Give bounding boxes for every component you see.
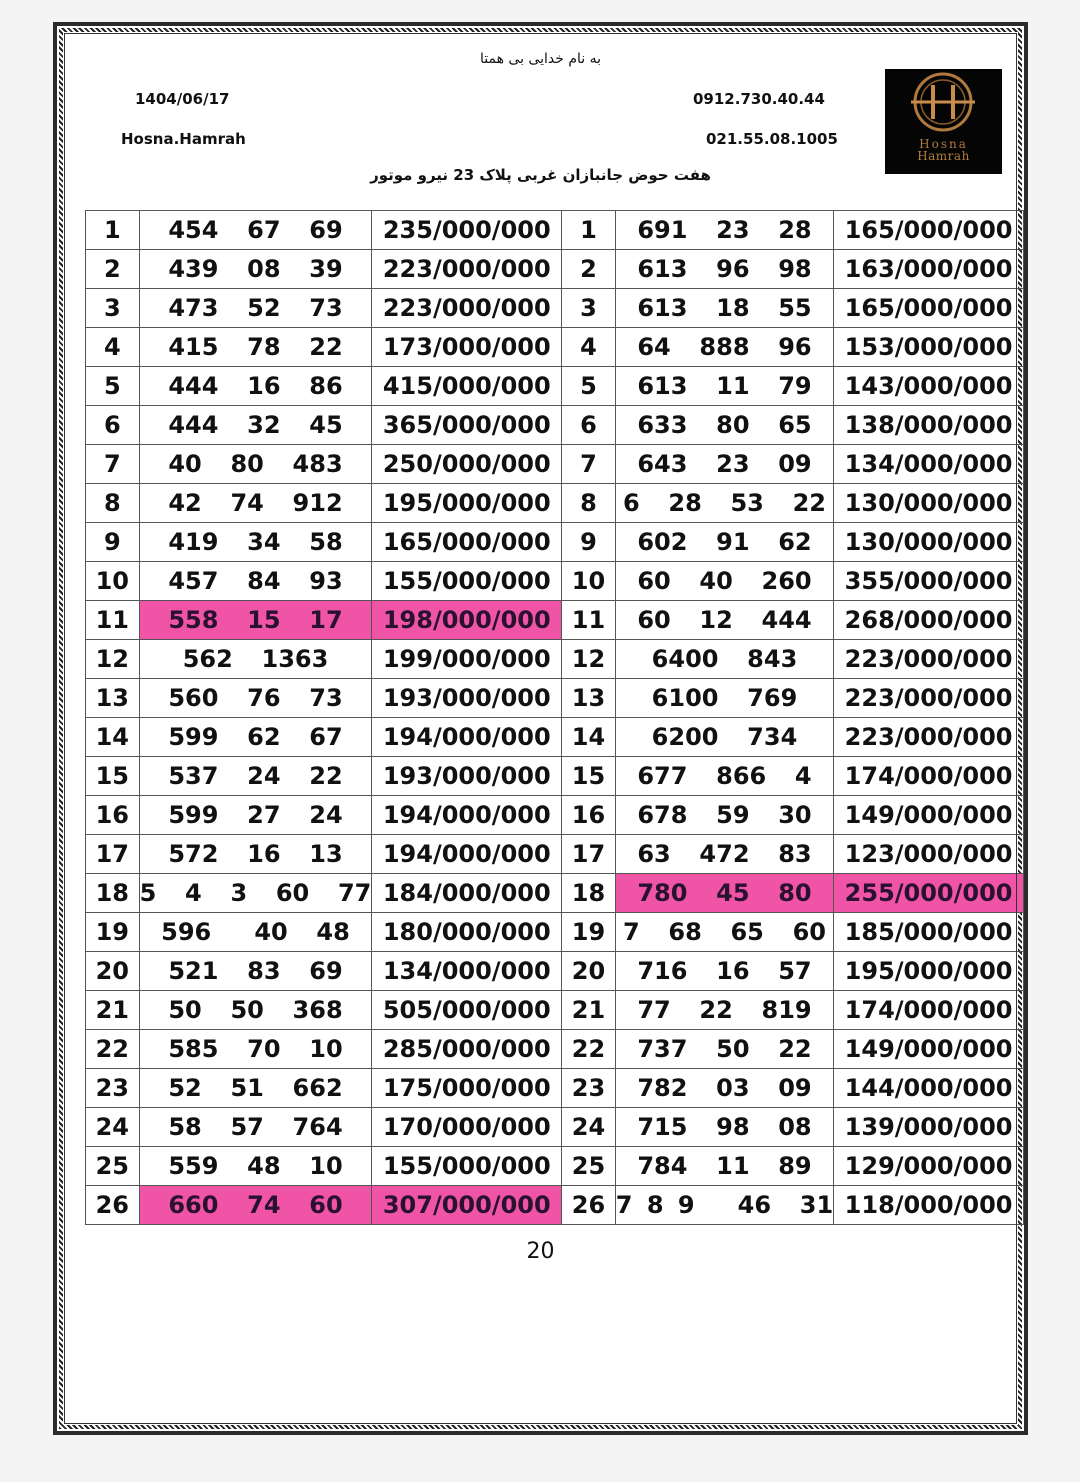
- plate-number-right: 602 91 62: [615, 523, 833, 562]
- landline-phone: 021.55.08.1005: [706, 130, 838, 148]
- plate-number-left: 42 74 912: [139, 484, 372, 523]
- row-number-right: 1: [562, 211, 616, 250]
- table-row: [86, 1147, 1024, 1186]
- row-number-left: 9: [86, 523, 140, 562]
- plate-number-left: 58 57 764: [139, 1108, 372, 1147]
- plate-number-right: 782 03 09: [615, 1069, 833, 1108]
- row-number-right: 15: [562, 757, 616, 796]
- price-right: 163/000/000: [834, 250, 1024, 289]
- plate-number-right: 784 11 89: [615, 1147, 833, 1186]
- table-row: [86, 523, 1024, 562]
- document-page: [53, 22, 1028, 1435]
- price-left: 223/000/000: [372, 289, 562, 328]
- row-number-left: 8: [86, 484, 140, 523]
- table-row: [86, 874, 1024, 913]
- row-number-right: 3: [562, 289, 616, 328]
- row-number-right: 13: [562, 679, 616, 718]
- price-left: 194/000/000: [372, 718, 562, 757]
- plate-number-right: 613 18 55: [615, 289, 833, 328]
- row-number-left: 1: [86, 211, 140, 250]
- logo-text-hosna: Hosna: [919, 137, 968, 151]
- logo-emblem-icon: [885, 69, 1002, 174]
- plate-number-left: 50 50 368: [139, 991, 372, 1030]
- plate-number-right: 7 8 9 46 31: [615, 1186, 833, 1225]
- row-number-left: 17: [86, 835, 140, 874]
- row-number-left: 4: [86, 328, 140, 367]
- row-number-left: 22: [86, 1030, 140, 1069]
- plate-number-left: 40 80 483: [139, 445, 372, 484]
- price-right: 185/000/000: [834, 913, 1024, 952]
- row-number-left: 3: [86, 289, 140, 328]
- row-number-right: 2: [562, 250, 616, 289]
- row-number-right: 18: [562, 874, 616, 913]
- plate-number-left: 585 70 10: [139, 1030, 372, 1069]
- price-left: 184/000/000: [372, 874, 562, 913]
- plate-number-left: 560 76 73: [139, 679, 372, 718]
- price-right: 355/000/000: [834, 562, 1024, 601]
- page-number: 20: [526, 1239, 555, 1264]
- plate-number-left: 444 32 45: [139, 406, 372, 445]
- table-row: [86, 835, 1024, 874]
- table-row: [86, 718, 1024, 757]
- table-row: [86, 250, 1024, 289]
- row-number-right: 5: [562, 367, 616, 406]
- row-number-right: 20: [562, 952, 616, 991]
- table-row: [86, 484, 1024, 523]
- plate-number-right: 60 40 260: [615, 562, 833, 601]
- price-left: 365/000/000: [372, 406, 562, 445]
- table-row: [86, 1108, 1024, 1147]
- row-number-right: 10: [562, 562, 616, 601]
- plate-number-left: 444 16 86: [139, 367, 372, 406]
- table-row: [86, 367, 1024, 406]
- row-number-right: 7: [562, 445, 616, 484]
- plate-number-right: 715 98 08: [615, 1108, 833, 1147]
- price-left: 199/000/000: [372, 640, 562, 679]
- table-row: [86, 328, 1024, 367]
- row-number-right: 12: [562, 640, 616, 679]
- plate-number-left: 419 34 58: [139, 523, 372, 562]
- price-left: 175/000/000: [372, 1069, 562, 1108]
- price-left: 193/000/000: [372, 757, 562, 796]
- plate-number-right: 613 11 79: [615, 367, 833, 406]
- row-number-left: 21: [86, 991, 140, 1030]
- plate-number-right: 60 12 444: [615, 601, 833, 640]
- plate-price-table: [85, 210, 1024, 1225]
- price-right: 153/000/000: [834, 328, 1024, 367]
- price-left: 180/000/000: [372, 913, 562, 952]
- row-number-right: 17: [562, 835, 616, 874]
- price-left: 155/000/000: [372, 562, 562, 601]
- price-right: 149/000/000: [834, 1030, 1024, 1069]
- price-left: 195/000/000: [372, 484, 562, 523]
- price-left: 194/000/000: [372, 796, 562, 835]
- table-row: [86, 952, 1024, 991]
- row-number-left: 13: [86, 679, 140, 718]
- plate-number-right: 737 50 22: [615, 1030, 833, 1069]
- plate-number-left: 52 51 662: [139, 1069, 372, 1108]
- row-number-right: 24: [562, 1108, 616, 1147]
- row-number-left: 24: [86, 1108, 140, 1147]
- row-number-left: 19: [86, 913, 140, 952]
- price-right: 138/000/000: [834, 406, 1024, 445]
- plate-number-left: 439 08 39: [139, 250, 372, 289]
- plate-number-left: 558 15 17: [139, 601, 372, 640]
- row-number-right: 26: [562, 1186, 616, 1225]
- row-number-left: 18: [86, 874, 140, 913]
- plate-number-left: 559 48 10: [139, 1147, 372, 1186]
- row-number-left: 26: [86, 1186, 140, 1225]
- plate-number-left: 457 84 93: [139, 562, 372, 601]
- plate-number-right: 716 16 57: [615, 952, 833, 991]
- company-name: Hosna.Hamrah: [121, 130, 246, 148]
- hosna-hamrah-logo: [885, 69, 1002, 174]
- row-number-left: 6: [86, 406, 140, 445]
- plate-number-right: 64 888 96: [615, 328, 833, 367]
- price-right: 268/000/000: [834, 601, 1024, 640]
- price-right: 130/000/000: [834, 484, 1024, 523]
- price-right: 123/000/000: [834, 835, 1024, 874]
- price-left: 307/000/000: [372, 1186, 562, 1225]
- price-left: 415/000/000: [372, 367, 562, 406]
- plate-number-left: 660 74 60: [139, 1186, 372, 1225]
- document-date: 1404/06/17: [135, 90, 230, 108]
- plate-number-left: 5 4 3 60 77: [139, 874, 372, 913]
- row-number-left: 14: [86, 718, 140, 757]
- table-row: [86, 211, 1024, 250]
- table-row: [86, 913, 1024, 952]
- table-row: [86, 991, 1024, 1030]
- row-number-right: 16: [562, 796, 616, 835]
- plate-number-right: 6 28 53 22: [615, 484, 833, 523]
- price-right: 255/000/000: [834, 874, 1024, 913]
- row-number-right: 25: [562, 1147, 616, 1186]
- plate-number-right: 77 22 819: [615, 991, 833, 1030]
- table-row: [86, 1030, 1024, 1069]
- table-row: [86, 289, 1024, 328]
- price-left: 285/000/000: [372, 1030, 562, 1069]
- table-row: [86, 640, 1024, 679]
- plate-number-right: 677 866 4: [615, 757, 833, 796]
- plate-number-right: 7 68 65 60: [615, 913, 833, 952]
- plate-number-right: 678 59 30: [615, 796, 833, 835]
- plate-number-right: 691 23 28: [615, 211, 833, 250]
- table-row: [86, 796, 1024, 835]
- price-right: 129/000/000: [834, 1147, 1024, 1186]
- price-right: 223/000/000: [834, 718, 1024, 757]
- row-number-left: 15: [86, 757, 140, 796]
- row-number-right: 23: [562, 1069, 616, 1108]
- price-left: 170/000/000: [372, 1108, 562, 1147]
- row-number-right: 8: [562, 484, 616, 523]
- price-right: 134/000/000: [834, 445, 1024, 484]
- table-row: [86, 406, 1024, 445]
- plate-number-left: 454 67 69: [139, 211, 372, 250]
- price-right: 149/000/000: [834, 796, 1024, 835]
- table-row: [86, 757, 1024, 796]
- price-left: 134/000/000: [372, 952, 562, 991]
- table-row: [86, 562, 1024, 601]
- price-right: 165/000/000: [834, 211, 1024, 250]
- plate-number-left: 562 1363: [139, 640, 372, 679]
- row-number-right: 4: [562, 328, 616, 367]
- plate-number-left: 572 16 13: [139, 835, 372, 874]
- row-number-right: 9: [562, 523, 616, 562]
- table-row: [86, 1069, 1024, 1108]
- price-right: 139/000/000: [834, 1108, 1024, 1147]
- price-right: 195/000/000: [834, 952, 1024, 991]
- row-number-left: 7: [86, 445, 140, 484]
- price-right: 143/000/000: [834, 367, 1024, 406]
- plate-number-left: 473 52 73: [139, 289, 372, 328]
- plate-number-right: 63 472 83: [615, 835, 833, 874]
- row-number-left: 16: [86, 796, 140, 835]
- price-left: 165/000/000: [372, 523, 562, 562]
- plate-number-right: 633 80 65: [615, 406, 833, 445]
- plate-number-right: 643 23 09: [615, 445, 833, 484]
- plate-number-left: 596 40 48: [139, 913, 372, 952]
- price-left: 198/000/000: [372, 601, 562, 640]
- price-left: 250/000/000: [372, 445, 562, 484]
- plate-number-left: 537 24 22: [139, 757, 372, 796]
- price-right: 223/000/000: [834, 640, 1024, 679]
- address-subtitle: هفت حوض جانبازان غربی پلاک 23 نیرو موتور: [370, 166, 711, 184]
- logo-text-hamrah: Hamrah: [917, 149, 970, 163]
- mobile-phone: 0912.730.40.44: [693, 90, 825, 108]
- table-row: [86, 679, 1024, 718]
- row-number-left: 23: [86, 1069, 140, 1108]
- price-right: 174/000/000: [834, 757, 1024, 796]
- price-right: 174/000/000: [834, 991, 1024, 1030]
- row-number-right: 11: [562, 601, 616, 640]
- row-number-right: 14: [562, 718, 616, 757]
- price-left: 173/000/000: [372, 328, 562, 367]
- row-number-right: 19: [562, 913, 616, 952]
- price-left: 235/000/000: [372, 211, 562, 250]
- row-number-right: 6: [562, 406, 616, 445]
- price-left: 223/000/000: [372, 250, 562, 289]
- plate-number-left: 415 78 22: [139, 328, 372, 367]
- row-number-left: 25: [86, 1147, 140, 1186]
- table-row: [86, 601, 1024, 640]
- price-left: 194/000/000: [372, 835, 562, 874]
- plate-number-right: 6400 843: [615, 640, 833, 679]
- row-number-left: 20: [86, 952, 140, 991]
- price-right: 144/000/000: [834, 1069, 1024, 1108]
- row-number-left: 12: [86, 640, 140, 679]
- plate-number-left: 599 27 24: [139, 796, 372, 835]
- row-number-right: 21: [562, 991, 616, 1030]
- plate-number-right: 613 96 98: [615, 250, 833, 289]
- plate-number-left: 521 83 69: [139, 952, 372, 991]
- price-right: 130/000/000: [834, 523, 1024, 562]
- price-right: 223/000/000: [834, 679, 1024, 718]
- price-left: 155/000/000: [372, 1147, 562, 1186]
- row-number-left: 5: [86, 367, 140, 406]
- row-number-left: 10: [86, 562, 140, 601]
- plate-number-right: 6100 769: [615, 679, 833, 718]
- plate-number-left: 599 62 67: [139, 718, 372, 757]
- price-left: 193/000/000: [372, 679, 562, 718]
- row-number-left: 11: [86, 601, 140, 640]
- table-row: [86, 1186, 1024, 1225]
- table-row: [86, 445, 1024, 484]
- row-number-right: 22: [562, 1030, 616, 1069]
- basmala-heading: به نام خدایی بی همتا: [479, 51, 602, 67]
- plate-number-right: 6200 734: [615, 718, 833, 757]
- price-right: 118/000/000: [834, 1186, 1024, 1225]
- price-left: 505/000/000: [372, 991, 562, 1030]
- row-number-left: 2: [86, 250, 140, 289]
- plate-number-right: 780 45 80: [615, 874, 833, 913]
- price-right: 165/000/000: [834, 289, 1024, 328]
